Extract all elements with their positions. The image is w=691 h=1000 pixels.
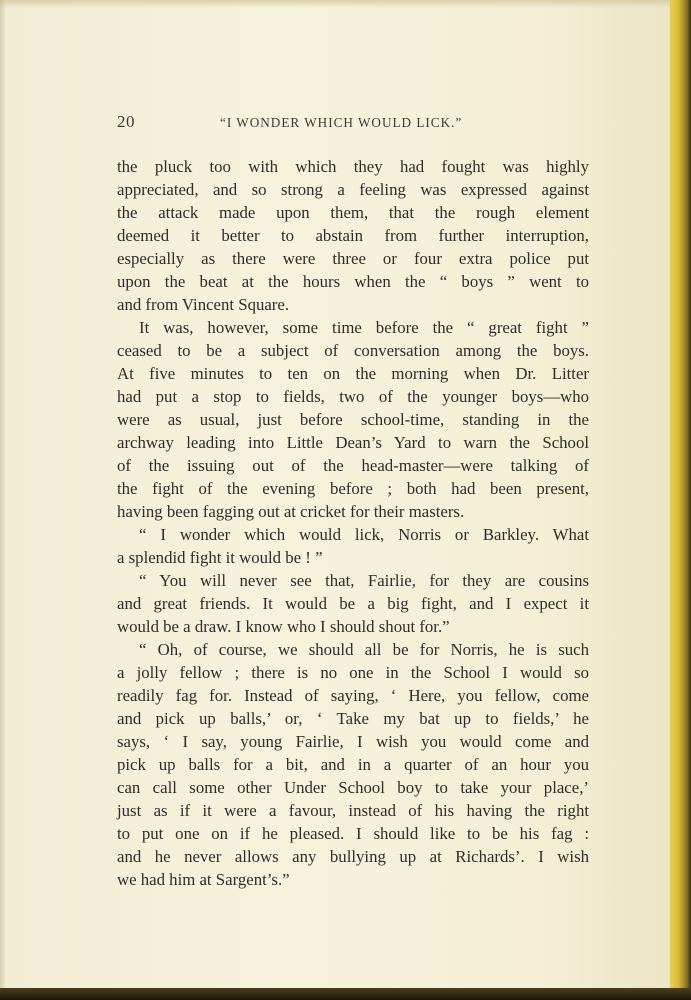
running-header [117,112,589,138]
page-top-edge [0,0,670,8]
text-line: deemed it better to abstain from further interruption, [117,226,589,245]
text-line: we had him at Sargent’s.” [117,870,290,889]
text-line: appreciated, and so strong a feeling was expressed against [117,180,589,199]
text-line: readily fag for. Instead of saying, ‘ Here, you fellow, come [117,686,589,705]
text-line: having been fagging out at cricket for their masters. [117,502,465,521]
text-line: the pluck too with which they had fought was highly [117,157,589,176]
running-title: “I WONDER WHICH WOULD LICK.” [220,115,463,130]
text-line: archway leading into Little Dean’s Yard to warn the School [117,433,589,452]
text-line: a jolly fellow ; there is no one in the School I would so [117,663,589,682]
text-line: “ I wonder which would lick, Norris or Barkley. What [139,525,589,544]
text-line: and he never allows any bullying up at Richards’. I wish [117,847,589,866]
text-line: the attack made upon them, that the rough element [117,203,589,222]
text-line: of the issuing out of the head-master—were talking of [117,456,589,475]
page-number: 20 [117,112,135,131]
text-line: especially as there were three or four extra police put [117,249,589,268]
text-line: “ Oh, of course, we should all be for Norris, he is such [139,640,589,659]
text-line: “ You will never see that, Fairlie, for they are cousins [139,571,589,590]
text-line: ceased to be a subject of conversation among the boys. [117,341,589,360]
text-line: It was, however, some time before the “ great fight ” [139,318,589,337]
text-line: can call some other Under School boy to take your place,’ [117,778,589,797]
text-line: had put a stop to fields, two of the younger boys—who [117,387,589,406]
text-line: a splendid fight it would be ! ” [117,548,323,567]
text-line: and great friends. It would be a big fight, and I expect it [117,594,589,613]
page-left-shadow [0,0,6,990]
text-line: and pick up balls,’ or, ‘ Take my bat up to fields,’ he [117,709,589,728]
text-line: upon the beat at the hours when the “ boys ” went to [117,272,589,291]
text-line: just as if it were a favour, instead of his having the right [117,801,589,820]
body-text [117,155,589,891]
text-line: to put one on if he pleased. I should like to be his fag : [117,824,589,843]
book-bottom-edge [0,988,691,1000]
book-spine-edge [670,0,691,1000]
text-line: At five minutes to ten on the morning when Dr. Litter [117,364,589,383]
text-line: says, ‘ I say, young Fairlie, I wish you would come and [117,732,589,751]
text-line: would be a draw. I know who I should shout for.” [117,617,450,636]
text-line: were as usual, just before school-time, standing in the [117,410,589,429]
text-line: and from Vincent Square. [117,295,290,314]
text-line: the fight of the evening before ; both had been present, [117,479,589,498]
text-line: pick up balls for a bit, and in a quarter of an hour you [117,755,589,774]
